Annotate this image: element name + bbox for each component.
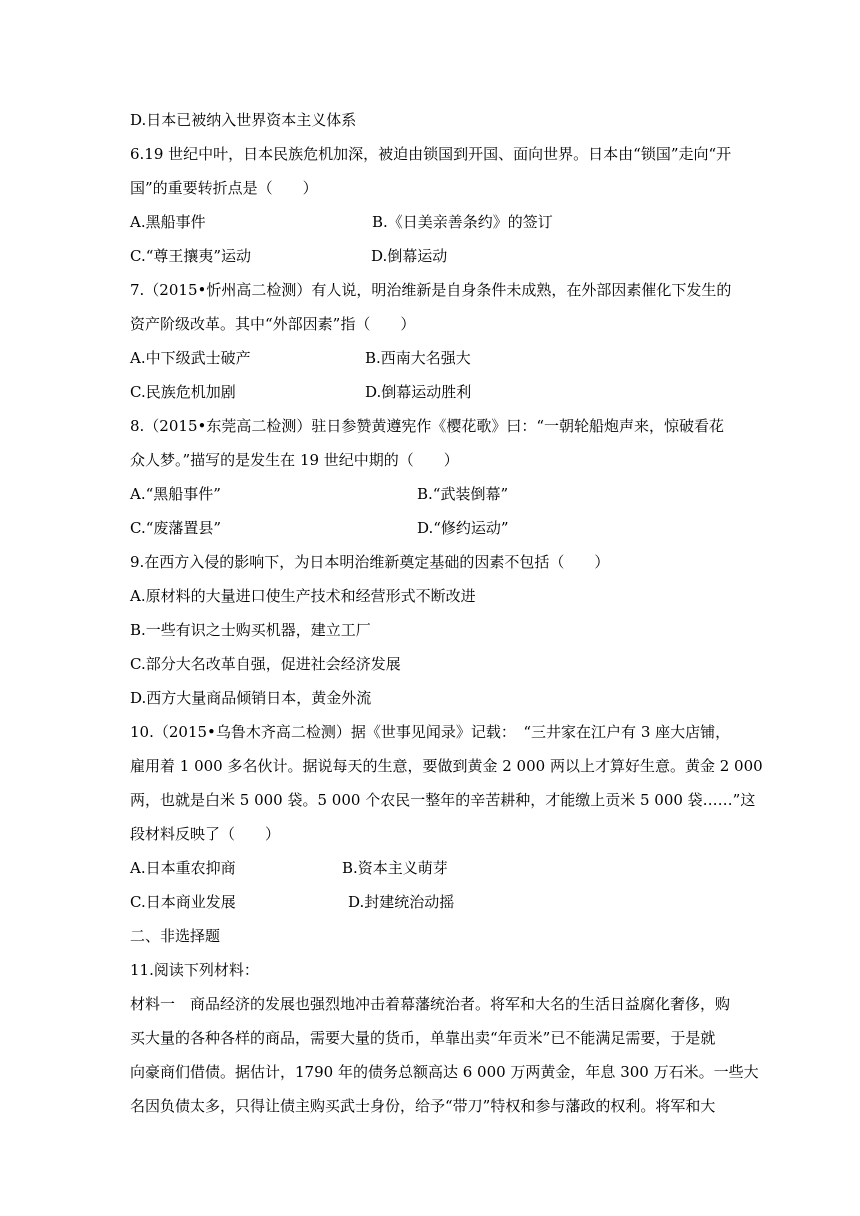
q6-option-b[interactable]: B.《日美亲善条约》的签订 (372, 213, 553, 231)
q10-stem-line-3: 两，也就是白米 5 000 袋。5 000 个农民一整年的辛苦耕种，才能缴上贡米 5 000 袋……”这 (130, 791, 756, 809)
q11-stem: 11.阅读下列材料： (130, 961, 259, 979)
q7-stem-line-1: 7.（2015•忻州高二检测）有人说，明治维新是自身条件未成熟，在外部因素催化下发生的 (130, 281, 732, 299)
q11-material-line-2: 买大量的各种各样的商品，需要大量的货币，单靠出卖“年贡米”已不能满足需要，于是就 (130, 1029, 716, 1047)
q6-options-row-1 (130, 205, 730, 239)
section-heading: 二、非选择题 (130, 927, 221, 945)
q8-stem-line-1: 8.（2015•东莞高二检测）驻日参赞黄遵宪作《樱花歌》曰：“一朝轮船炮声来，惊破看花 (130, 417, 725, 435)
q8-stem-line-2: 众人梦。”描写的是发生在 19 世纪中期的（ ） (130, 451, 459, 469)
q9-option-c[interactable]: C.部分大名改革自强，促进社会经济发展 (130, 655, 401, 673)
q11-material-line-4: 名因负债太多，只得让债主购买武士身份，给予“带刀”特权和参与藩政的权利。将军和大 (130, 1097, 716, 1115)
q7-options-row-1 (130, 341, 730, 375)
q8-option-d[interactable]: D.“修约运动” (417, 519, 509, 537)
q9-option-a[interactable]: A.原材料的大量进口使生产技术和经营形式不断改进 (130, 587, 476, 605)
q6-stem-line-2: 国”的重要转折点是（ ） (130, 179, 318, 197)
q9-option-d[interactable]: D.西方大量商品倾销日本，黄金外流 (130, 689, 372, 707)
q7-option-d[interactable]: D.倒幕运动胜利 (365, 383, 472, 401)
q8-options-row-2 (130, 511, 730, 545)
q6-option-d[interactable]: D.倒幕运动 (371, 247, 448, 265)
q8-option-b[interactable]: B.“武装倒幕” (417, 485, 509, 503)
q10-options-row-2 (130, 885, 730, 919)
q8-options-row-1 (130, 477, 730, 511)
document-page (130, 103, 763, 1123)
q6-options-row-2 (130, 239, 730, 273)
q7-options-row-2 (130, 375, 730, 409)
q6-option-c[interactable]: C.“尊王攘夷”运动 (130, 247, 252, 265)
q7-option-a[interactable]: A.中下级武士破产 (130, 349, 251, 367)
q10-stem-line-4: 段材料反映了（ ） (130, 825, 281, 843)
q6-stem-line-1: 6.19 世纪中叶，日本民族危机加深，被迫由锁国到开国、面向世界。日本由“锁国”走向“开 (130, 145, 732, 163)
q10-stem-line-1: 10.（2015•乌鲁木齐高二检测）据《世事见闻录》记载： “三井家在江户有 3 座大店铺， (130, 723, 731, 741)
q10-stem-line-2: 雇用着 1 000 多名伙计。据说每天的生意，要做到黄金 2 000 两以上才算好生意。黄金 2 000 (130, 757, 763, 775)
q6-option-a[interactable]: A.黑船事件 (130, 213, 206, 231)
q10-option-d[interactable]: D.封建统治动摇 (348, 893, 455, 911)
q10-option-b[interactable]: B.资本主义萌芽 (342, 859, 448, 877)
q11-material-line-3: 向豪商们借债。据估计，1790 年的债务总额高达 6 000 万两黄金，年息 300 万石米。一些大 (130, 1063, 759, 1081)
q7-option-c[interactable]: C.民族危机加剧 (130, 383, 236, 401)
q10-option-a[interactable]: A.日本重农抑商 (130, 859, 236, 877)
q7-stem-line-2: 资产阶级改革。其中“外部因素”指（ ） (130, 315, 416, 333)
q8-option-a[interactable]: A.“黑船事件” (130, 485, 221, 503)
q11-material-line-1: 材料一 商品经济的发展也强烈地冲击着幕藩统治者。将军和大名的生活日益腐化奢侈，购 (130, 995, 731, 1013)
q9-option-b[interactable]: B.一些有识之士购买机器，建立工厂 (130, 621, 371, 639)
q5-option-d[interactable]: D.日本已被纳入世界资本主义体系 (130, 111, 357, 129)
q7-option-b[interactable]: B.西南大名强大 (365, 349, 471, 367)
q10-options-row-1 (130, 851, 730, 885)
q8-option-c[interactable]: C.“废藩置县” (130, 519, 222, 537)
q10-option-c[interactable]: C.日本商业发展 (130, 893, 236, 911)
q9-stem: 9.在西方入侵的影响下，为日本明治维新奠定基础的因素不包括（ ） (130, 553, 610, 571)
